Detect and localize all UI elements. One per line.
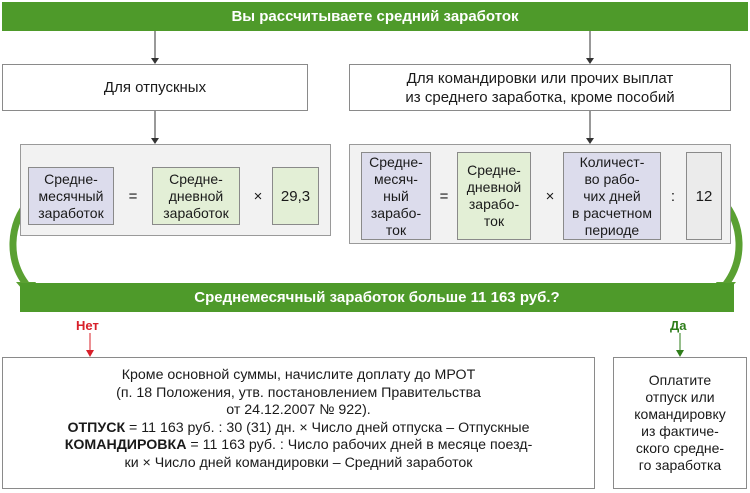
right-number: 12 bbox=[686, 152, 722, 240]
left-equals: = bbox=[128, 187, 138, 205]
no-line-1: Кроме основной суммы, начислите доплату до МРОТ bbox=[121, 367, 476, 383]
vacation-label: ОТПУСК bbox=[67, 419, 126, 436]
right-equals: = bbox=[439, 187, 449, 205]
vacation-formula: = 11 163 руб. : 30 (31) дн. × Число дней отпуска – Отпускные bbox=[125, 419, 530, 436]
right-times: × bbox=[545, 187, 555, 205]
left-case-box bbox=[2, 64, 308, 111]
left-case-label: Для отпускных bbox=[103, 79, 207, 96]
trip-formula-line-2: ки × Число дней командировки – Средний заработок bbox=[124, 454, 473, 471]
no-label: Нет bbox=[76, 318, 99, 333]
no-result-box bbox=[2, 357, 595, 489]
trip-label: КОМАНДИРОВКА bbox=[64, 437, 187, 453]
question-banner bbox=[20, 283, 734, 312]
left-avg-daily: Средне- дневной заработок bbox=[152, 167, 240, 225]
trip-formula-line bbox=[3, 437, 594, 455]
no-line-2: (п. 18 Положения, утв. постановлением Правительства bbox=[116, 384, 481, 401]
yes-label: Да bbox=[670, 318, 687, 333]
left-times: × bbox=[253, 187, 263, 205]
left-number: 29,3 bbox=[272, 167, 319, 225]
right-working-days: Количест- во рабо- чих дней в расчетном периоде bbox=[563, 152, 661, 240]
right-avg-daily: Средне- дневной зарабо- ток bbox=[457, 152, 531, 240]
right-case-label: Для командировки или прочих выплат из среднего заработка, кроме пособий bbox=[405, 69, 675, 106]
no-line-3: от 24.12.2007 № 922). bbox=[226, 402, 371, 418]
header-title: Вы рассчитываете средний заработок bbox=[231, 8, 519, 25]
yes-result-text: Оплатите отпуск или командировку из фактиче- ского средне- го заработка bbox=[634, 372, 726, 473]
vacation-formula-line bbox=[3, 420, 594, 438]
question-text: Среднемесячный заработок больше 11 163 руб.? bbox=[194, 289, 560, 306]
right-avg-monthly: Средне- месяч- ный зарабо- ток bbox=[361, 152, 431, 240]
header-banner bbox=[2, 2, 748, 31]
trip-formula-1: = 11 163 руб. : Число рабочих дней в месяце поезд- bbox=[186, 437, 533, 453]
left-avg-monthly: Средне- месячный заработок bbox=[28, 167, 114, 225]
right-divide: : bbox=[670, 187, 676, 205]
yes-result-box bbox=[613, 357, 747, 489]
right-case-box bbox=[349, 64, 731, 111]
